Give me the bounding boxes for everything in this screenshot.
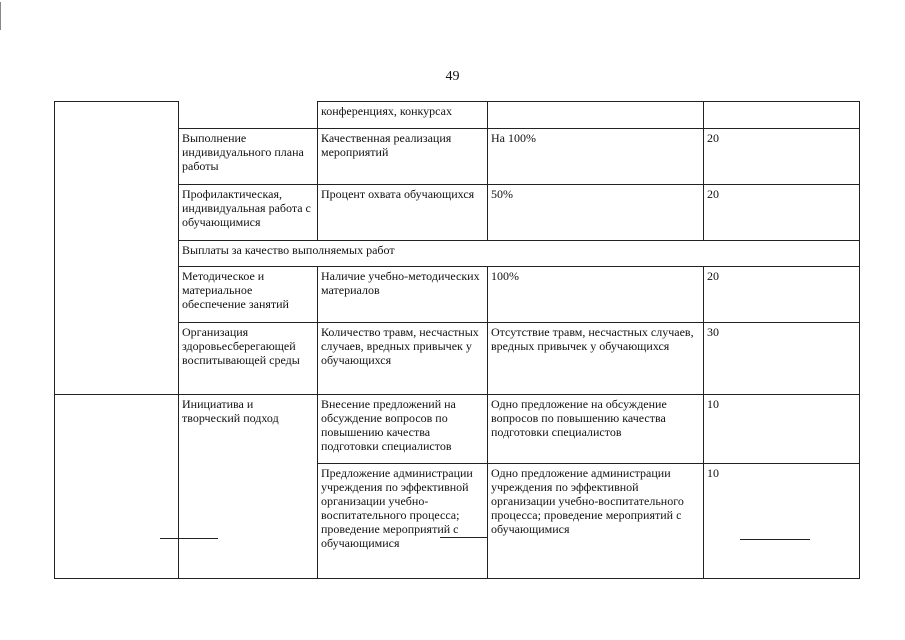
measure-cell: 50% [488, 185, 704, 241]
indicator-cell: Внесение предложений на обсуждение вопросов по повышению качества подготовки специалистов [318, 395, 488, 464]
indicator-cell: конференциях, конкурсах [318, 102, 488, 129]
measure-cell: Отсутствие травм, несчастных случаев, вредных привычек у обучающихся [488, 323, 704, 395]
empty-cell [55, 102, 179, 395]
points-cell [704, 102, 860, 129]
indicator-cell: Качественная реализация мероприятий [318, 129, 488, 185]
table-row [55, 395, 860, 464]
indicator-cell: Наличие учебно-методических материалов [318, 267, 488, 323]
empty-cell [55, 395, 179, 579]
table-row [55, 102, 860, 129]
points-cell: 30 [704, 323, 860, 395]
criterion-cell: Организация здоровьесберегающей воспитывающей среды [179, 323, 318, 395]
criterion-cell: Выполнение индивидуального плана работы [179, 129, 318, 185]
scan-artifact-line [160, 538, 218, 539]
section-heading: Выплаты за качество выполняемых работ [179, 241, 860, 267]
criteria-table [54, 101, 860, 579]
measure-cell: На 100% [488, 129, 704, 185]
scan-edge-mark [0, 2, 1, 30]
scan-artifact-line [740, 539, 810, 540]
measure-cell: 100% [488, 267, 704, 323]
scan-artifact-line [440, 537, 488, 538]
criterion-cell: Профилактическая, индивидуальная работа с обучающимися [179, 185, 318, 241]
criterion-cell: Инициатива и творческий подход [179, 395, 318, 579]
page-number: 49 [445, 69, 460, 84]
points-cell: 20 [704, 267, 860, 323]
measure-cell: Одно предложение администрации учреждения по эффективной организации учебно-воспитательного процесса; проведение мероприятий с обучающимися [488, 464, 704, 579]
points-cell: 10 [704, 464, 860, 579]
criterion-cell [179, 102, 318, 129]
points-cell: 20 [704, 185, 860, 241]
points-cell: 10 [704, 395, 860, 464]
points-cell: 20 [704, 129, 860, 185]
indicator-cell: Процент охвата обучающихся [318, 185, 488, 241]
measure-cell [488, 102, 704, 129]
indicator-cell: Предложение администрации учреждения по эффективной организации учебно-воспитательного процесса; проведение мероприятий с обучающимися [318, 464, 488, 579]
indicator-cell: Количество травм, несчастных случаев, вредных привычек у обучающихся [318, 323, 488, 395]
criterion-cell: Методическое и материальное обеспечение занятий [179, 267, 318, 323]
measure-cell: Одно предложение на обсуждение вопросов по повышению качества подготовки специалистов [488, 395, 704, 464]
